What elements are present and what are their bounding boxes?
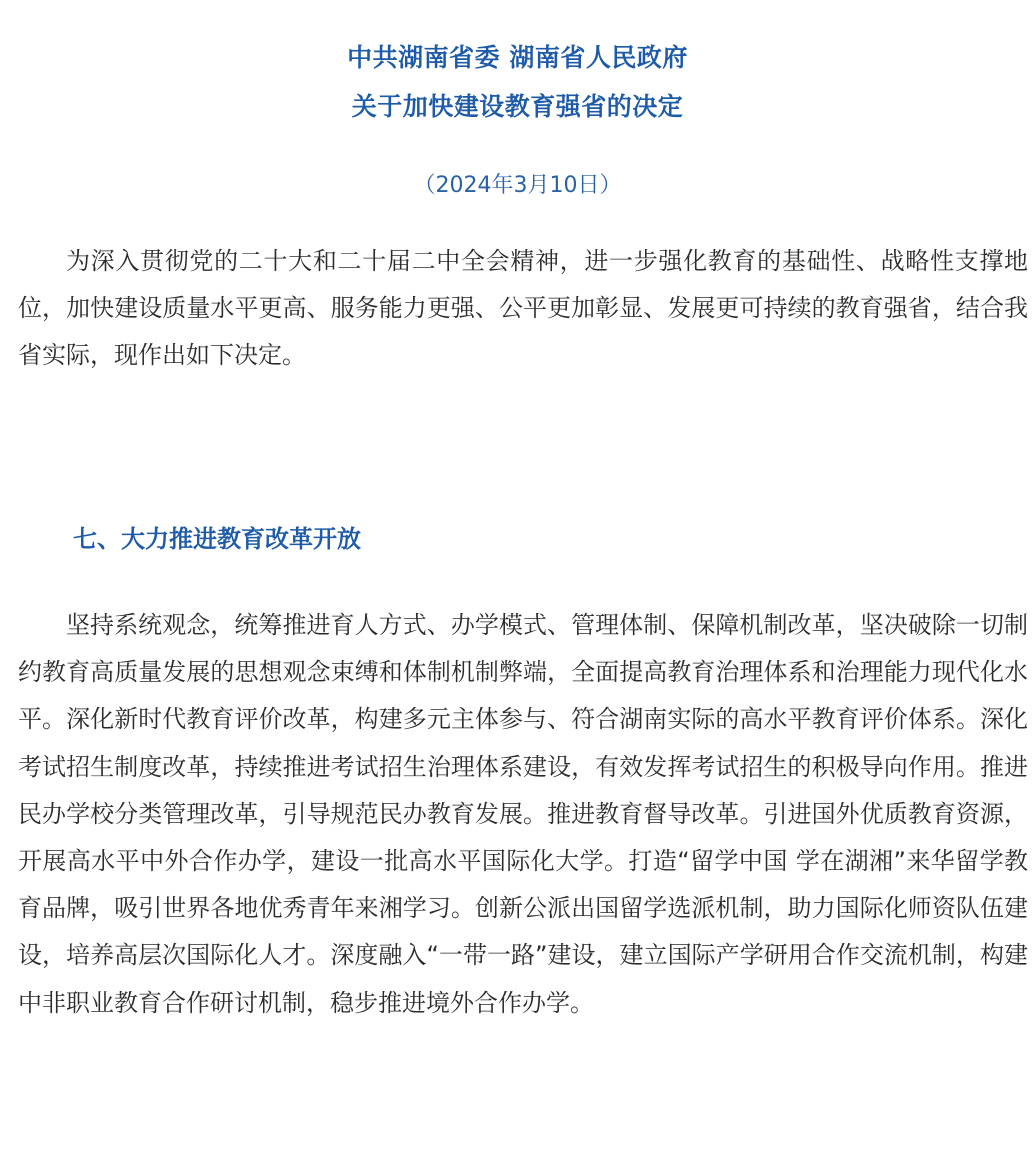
section-divider: [0, 392, 1035, 478]
intro-paragraph: 为深入贯彻党的二十大和二十届二中全会精神，进一步强化教育的基础性、战略性支撑地位，加快建设质量水平更高、服务能力更强、公平更加彰显、发展更可持续的教育强省，结合我省实际，现作出如下决定。: [18, 247, 1028, 369]
document-title-line2: 关于加快建设教育强省的决定: [351, 92, 684, 121]
section-heading: 七、大力推进教育改革开放: [73, 525, 361, 553]
section-paragraph: 坚持系统观念，统筹推进育人方式、办学模式、管理体制、保障机制改革，坚决破除一切制约教育高质量发展的思想观念束缚和体制机制弊端，全面提高教育治理体系和治理能力现代化水平。深化新时代教育评价改革，构建多元主体参与、符合湖南实际的高水平教育评价体系。深化考试招生制度改革，持续推进考试招生治理体系建设，有效发挥考试招生的积极导向作用。推进民办学校分类管理改革，引导规范民办教育发展。推进教育督导改革。引进国外优质教育资源，开展高水平中外合作办学，建设一批高水平国际化大学。打造“留学中国 学在湖湘”来华留学教育品牌，吸引世界各地优秀青年来湘学习。创新公派出国留学选派机制，助力国际化师资队伍建设，培养高层次国际化人才。深度融入“一带一路”建设，建立国际产学研用合作交流机制，构建中非职业教育合作研讨机制，稳步推进境外合作办学。: [18, 611, 1028, 1017]
document-date: （2024年3月10日）: [413, 173, 622, 198]
document-title-line1: 中共湖南省委 湖南省人民政府: [347, 43, 688, 72]
